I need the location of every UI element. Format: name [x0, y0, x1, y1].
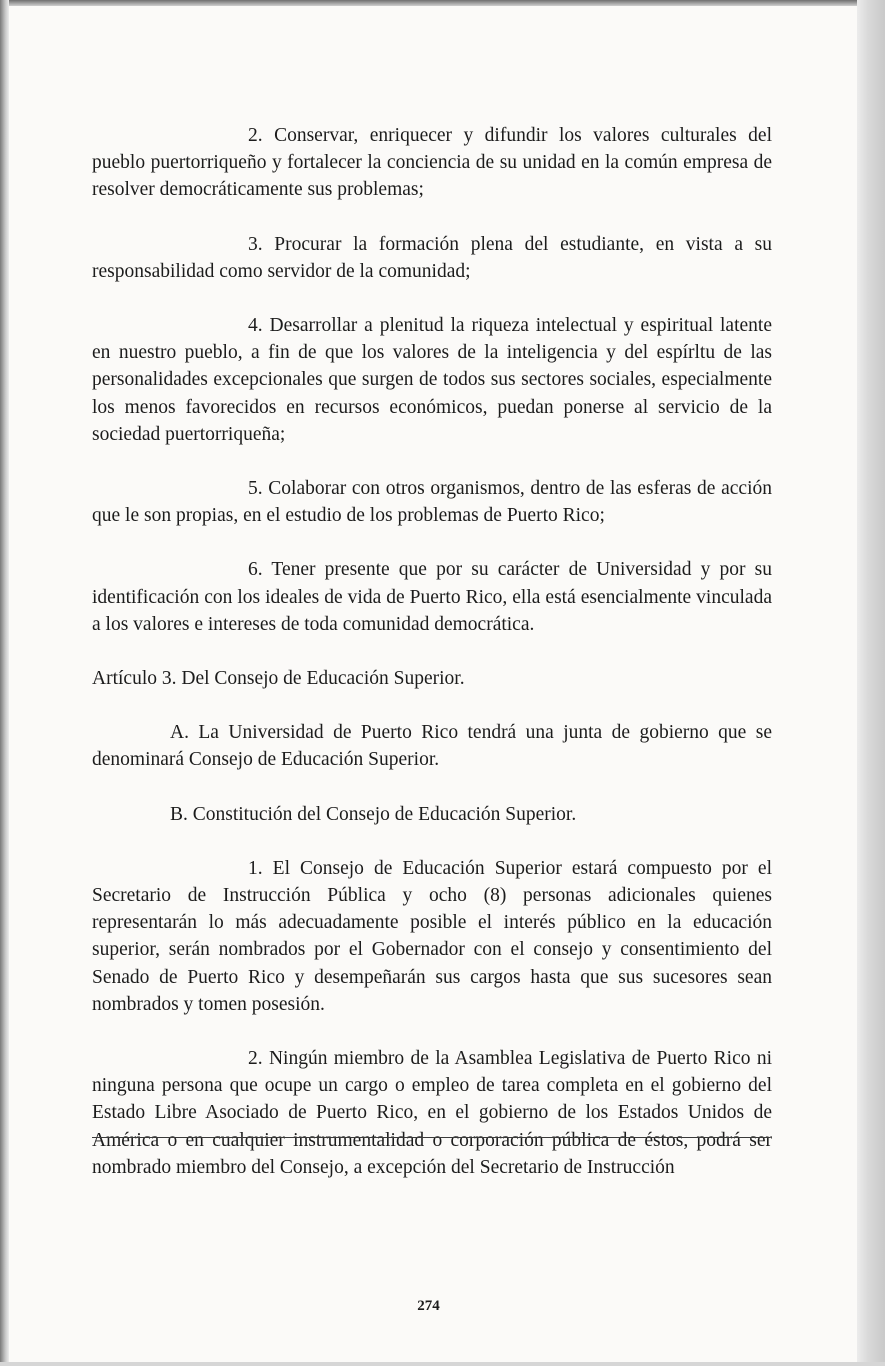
article-heading: Artículo 3. Del Consejo de Educación Superior. [92, 668, 465, 690]
section-b: B. Constitución del Consejo de Educación Superior. [170, 803, 577, 825]
paragraph-5: 5. Colaborar con otros organismos, dentro de las esferas de acción que le son propias, en el estudio de los problemas de Puerto Rico; [92, 478, 772, 527]
clause-1: 1. El Consejo de Educación Superior estará compuesto por el Secretario de Instrucción Pública y ocho (8) personas adicionales quienes representarán lo más adecuadamente posible el interés público en la educación superior, serán nombrados por el Gobernador con el consejo y consentimiento del Senado de Puerto Rico y desempeñarán sus cargos hasta que sus sucesores sean nombrados y tomen posesión. [92, 857, 772, 1015]
scan-edge-bottom [0, 1362, 885, 1366]
clause-2: 2. Ningún miembro de la Asamblea Legislativa de Puerto Rico ni ninguna persona que ocupe un cargo o empleo de tarea completa en el gobierno del Estado Libre Asociado de Puerto Rico, en el gobierno de los Estados Unidos de América o en cualquier instrumentalidad o corporación pública de éstos, podrá ser nombrado miembro del Consejo, a excepción del Secretario de Instrucción [92, 1048, 772, 1178]
paragraph-6: 6. Tener presente que por su carácter de Universidad y por su identificación con los ideales de vida de Puerto Rico, ella está esencialmente vinculada a los valores e intereses de toda comunidad democrática. [92, 559, 772, 635]
footnote-divider [92, 1137, 770, 1138]
body-text [92, 122, 772, 1181]
scan-edge-top [0, 0, 885, 6]
scan-edge-left [0, 0, 9, 1366]
paragraph-4: 4. Desarrollar a plenitud la riqueza intelectual y espiritual latente en nuestro pueblo, a fin de que los valores de la inteligencia y del espírltu de las personalidades excepcionales que surgen de todos sus sectores sociales, especialmente los menos favorecidos en recursos económicos, puedan ponerse al servicio de la sociedad puertorriqueña; [92, 315, 772, 445]
paragraph-2: 2. Conservar, enriquecer y difundir los valores culturales del pueblo puertorriqueño y fortalecer la conciencia de su unidad en la común empresa de resolver democráticamente sus problemas; [92, 125, 772, 201]
scan-edge-right [857, 0, 885, 1366]
page-number: 274 [417, 1298, 440, 1314]
paragraph-3: 3. Procurar la formación plena del estudiante, en vista a su responsabilidad como servidor de la comunidad; [92, 233, 772, 282]
section-a: A. La Universidad de Puerto Rico tendrá una junta de gobierno que se denominará Consejo de Educación Superior. [92, 722, 772, 771]
